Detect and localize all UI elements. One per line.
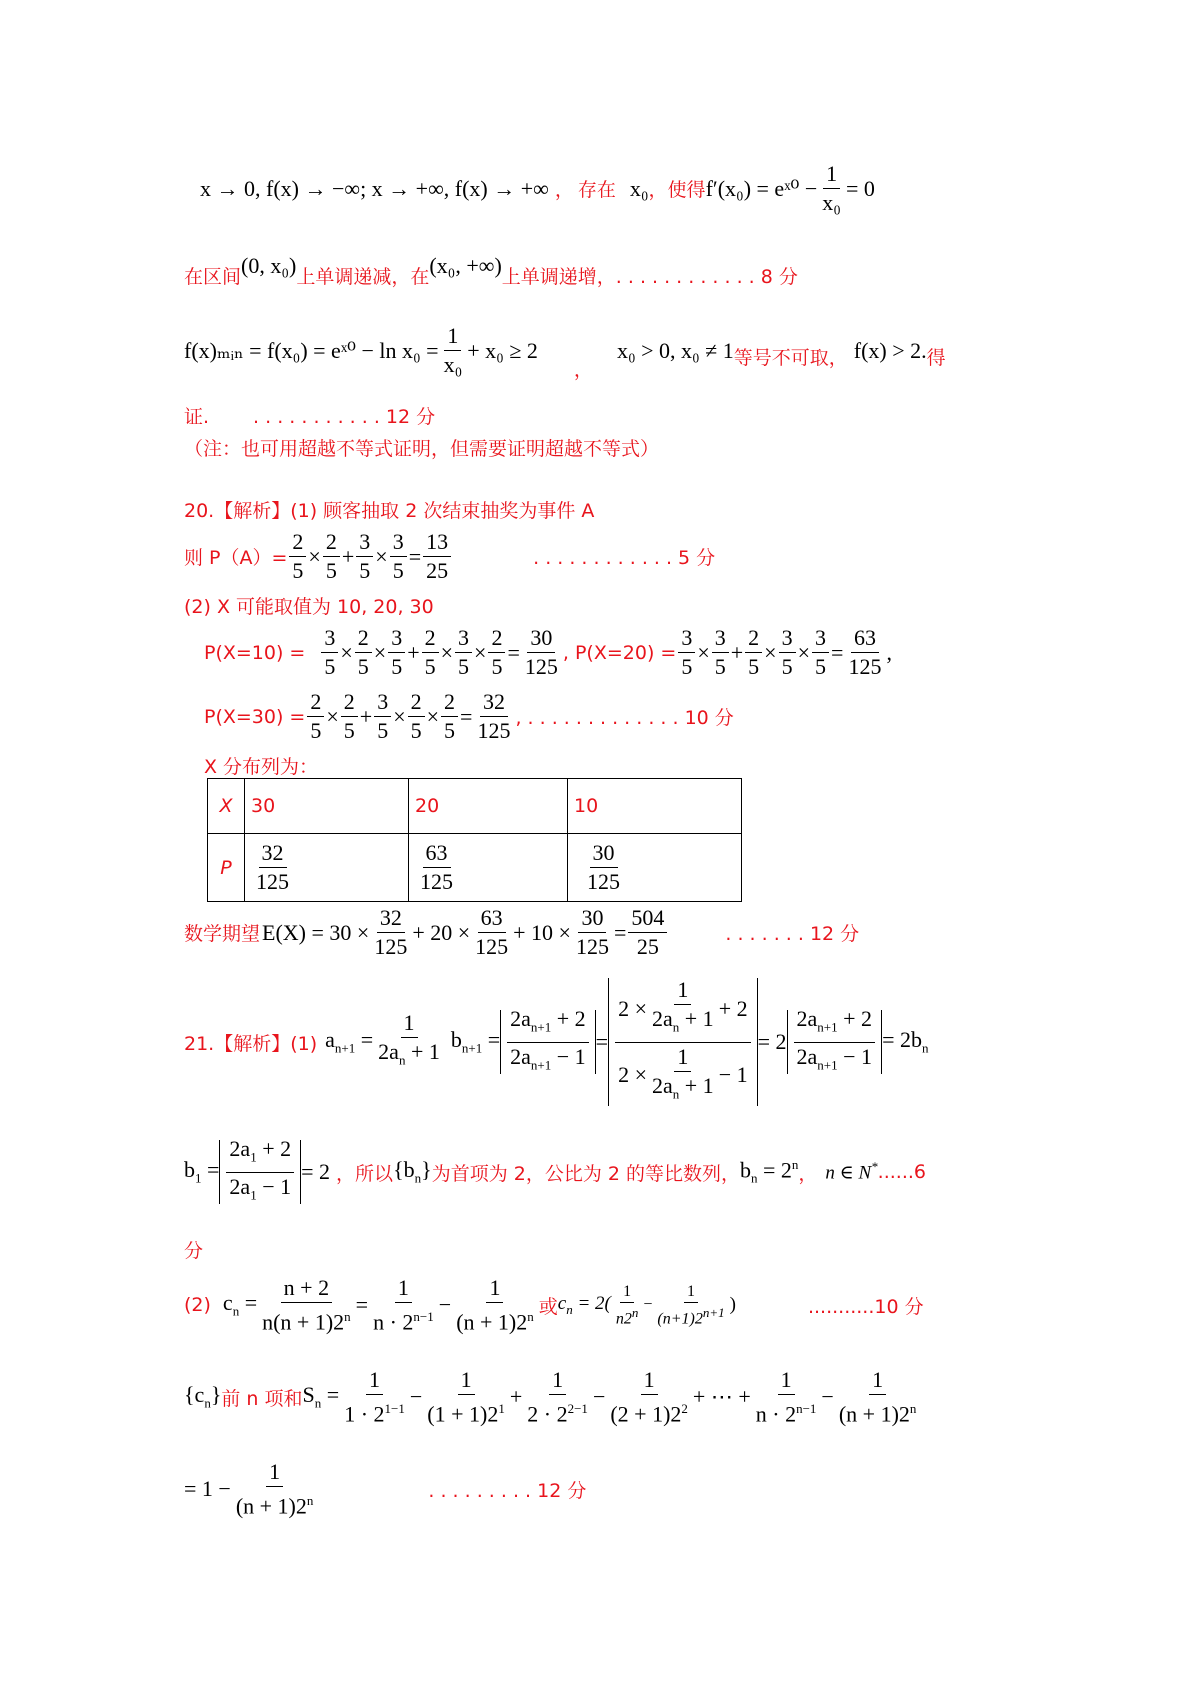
q21-part1: 21.【解析】(1) $a_{n+1}$ = $\frac{1}{2a_n + 1}$ $b_{n+1}$ = $\frac{2a_{n+1} + 2}{2a_{n+1} - 1}$ = 2 × $\frac{1}{2a_n + 1}$ + 2 2 × $\frac{1}{2a_n + 1}$ − 1 = 2 $\frac{2a_{n+1} + 2}{2a_{n+1} - 1}$ = $2b_n$	[184, 978, 928, 1106]
score-6: ......6	[877, 1161, 926, 1183]
table-cell-p20: $\frac{63}{125}$	[409, 834, 568, 902]
pa-label: 则 P（A）=	[184, 547, 288, 569]
table-row-label: P	[208, 834, 245, 902]
score-10b: ...........10 分	[807, 1295, 924, 1318]
condition: x₀ > 0, x₀ ≠ 1	[616, 337, 734, 363]
eq-zero: = 0	[845, 175, 875, 201]
geometric-text: 为首项为 2，公比为 2 的等比数列，	[431, 1162, 740, 1185]
dist-label: X 分布列为：	[204, 756, 319, 778]
text-de: 得	[926, 347, 946, 369]
q21-title: 21.【解析】(1)	[184, 1032, 318, 1055]
limits-expr: x → 0, f(x) → −∞; x → +∞, f(x) → +∞	[200, 175, 549, 201]
min-expr: f(x)ₘᵢₙ = f(x₀) = eˣ⁰ − ln x₀ =	[184, 337, 439, 363]
q20-expectation: 数学期望 E(X) = 30 × $\frac{32}{125}$ + 20 × $\frac{63}{125}$ + 10 × $\frac{30}{125}$ = $\frac{504}{25}$ . . . . . . . 12 分	[184, 905, 860, 959]
interval-1: (0, x₀)	[241, 252, 297, 278]
p30-label: P(X=30) =	[204, 705, 306, 728]
fen: 分	[184, 1240, 204, 1262]
q20-title: 20.【解析】(1) 顾客抽取 2 次结束抽奖为事件 A	[184, 500, 595, 522]
line-monotonic	[184, 252, 798, 289]
table-cell-p10: $\frac{30}{125}$	[568, 834, 742, 902]
min-tail: + x₀ ≥ 2	[467, 337, 538, 363]
such-that: ，使得	[648, 179, 706, 201]
comma: ，	[573, 359, 593, 381]
distribution-table	[207, 778, 742, 902]
x0: x₀	[629, 175, 649, 201]
text-interval: 在区间	[184, 266, 242, 288]
exist-text: 存在	[577, 179, 616, 201]
text-not-equal: 等号不可取，	[733, 347, 848, 369]
part2-label: (2)	[184, 1294, 211, 1317]
score-10: , . . . . . . . . . . . . . 10 分	[515, 707, 734, 729]
q20-pa: 则 P（A）= $\frac{2}{5}$ × $\frac{2}{5}$ + $\frac{3}{5}$ × $\frac{3}{5}$ = $\frac{13}{25}$ . . . . . . . . . . . . 5 分	[184, 529, 716, 583]
line-limits	[200, 160, 875, 217]
derivative-expr: f′(x₀) = eˣ⁰ −	[705, 175, 818, 201]
table-header-10: 10	[568, 779, 742, 834]
q21-part2: (2) $c_n$ = $\frac{n + 2}{n(n + 1)2^n}$ = $\frac{1}{n \cdot 2^{n-1}}$ − $\frac{1}{(n + 1)2^n}$ 或 $c_n = 2$( $\frac{1}{n2^n}$ − $\frac{1}{(n+1)2^{n+1}}$ ) ...........10 分	[184, 1275, 924, 1335]
score-12: . . . . . . . 12 分	[725, 923, 860, 945]
score-12b: . . . . . . . . . 12 分	[428, 1479, 587, 1502]
table-header-30: 30	[245, 779, 409, 834]
p10-label: P(X=10) =	[204, 641, 306, 664]
q21-sum: $\{c_n\}$ 前 n 项和 $S_n$ = $\frac{1}{1 \cdot 2^{1-1}}$ − $\frac{1}{(1 + 1)2^1}$ + $\frac{1}{2 \cdot 2^{2-1}}$ − $\frac{1}{(2 + 1)2^2}$ + ⋯ + $\frac{1}{n \cdot 2^{n-1}}$ − $\frac{1}{(n + 1)2^n}$	[184, 1367, 917, 1427]
score-5: . . . . . . . . . . . . 5 分	[533, 547, 716, 569]
table-header-x: X	[208, 779, 245, 834]
q20-p10-p20: P(X=10) = $\frac{3}{5}$ × $\frac{2}{5}$ × $\frac{3}{5}$ + $\frac{2}{5}$ × $\frac{3}{5}$ × $\frac{2}{5}$ = $\frac{30}{125}$ , P(X=20) = $\frac{3}{5}$ × $\frac{3}{5}$ + $\frac{2}{5}$ × $\frac{3}{5}$ × $\frac{3}{5}$ = $\frac{63}{125}$ ,	[204, 625, 892, 679]
interval-2: (x₀, +∞)	[429, 252, 502, 278]
line-proved: 证. . . . . . . . . . . . 12 分	[184, 406, 436, 428]
fraction: $\frac{1}{\text{x₀}}$	[443, 323, 463, 377]
p20-label: , P(X=20) =	[562, 641, 677, 664]
table-header-20: 20	[409, 779, 568, 834]
text-increasing-score: 上单调递增，. . . . . . . . . . . . 8 分	[501, 266, 798, 288]
expectation-label: 数学期望	[184, 923, 261, 945]
fraction: $\frac{1}{\text{x₀}}$	[822, 161, 841, 215]
sum-text: 前 n 项和	[221, 1387, 303, 1410]
comma: ，	[554, 179, 574, 201]
table-cell-p30: $\frac{32}{125}$	[245, 834, 409, 902]
so-text: 所以	[355, 1162, 394, 1185]
q21-b1: $b_1$ = $\frac{2a_1 + 2}{2a_1 - 1}$ = 2 ， 所以 $\{b_n\}$ 为首项为 2，公比为 2 的等比数列， $b_n = 2^n$ ， n ∈ N* ......6	[184, 1140, 926, 1204]
note: （注：也可用超越不等式证明，但需要证明超越不等式）	[184, 438, 660, 460]
text-decreasing: 上单调递减，在	[296, 266, 430, 288]
q20-part2: (2) X 可能取值为 10, 20, 30	[184, 596, 434, 618]
result: f(x) > 2.	[853, 337, 927, 363]
q21-result: = 1 − $\frac{1}{(n + 1)2^n}$ . . . . . . . . . 12 分	[184, 1459, 587, 1519]
q20-p30: P(X=30) = $\frac{2}{5}$ × $\frac{2}{5}$ + $\frac{3}{5}$ × $\frac{2}{5}$ × $\frac{2}{5}$ = $\frac{32}{125}$ , . . . . . . . . . . . . . 10 分	[204, 689, 734, 743]
or-text: 或	[538, 1295, 558, 1318]
line-minimum	[184, 322, 946, 379]
